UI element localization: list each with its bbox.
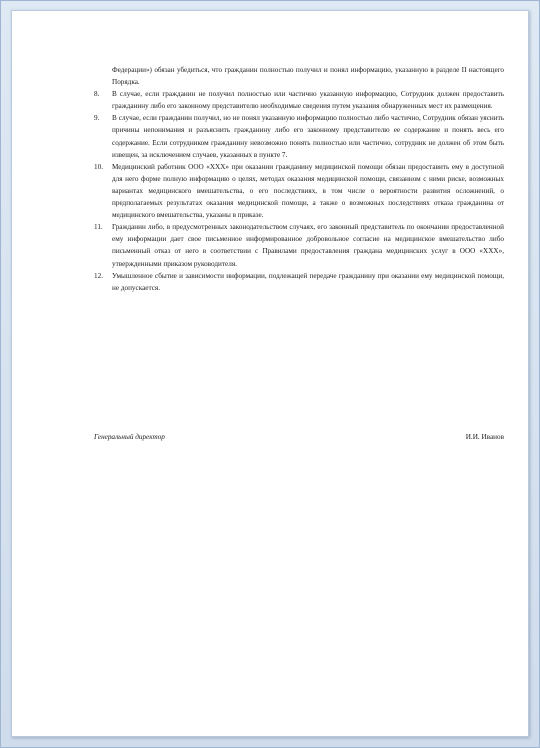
list-item-11	[94, 221, 504, 269]
paragraph-continuation: Федерации») обязан убедиться, что гражданин полностью получил и понял информацию, указанную в разделе II настоящего Порядка.	[112, 66, 504, 87]
list-item-number: 10.	[94, 162, 103, 171]
document-page	[11, 10, 529, 737]
signatory-name: И.И. Иванов	[465, 433, 504, 441]
list-item-text: В случае, если гражданин не получил полностью или частично указанную информацию, Сотрудник должен предоставить гражданину либо его законному представителю необходимые сведения путем указания обнаруженных мест их размещения.	[112, 90, 504, 111]
list-item-text: Гражданин либо, в предусмотренных законодательством случаях, его законный представитель по окончании предоставленной ему информации дает свое письменное информированное добровольное согласие на медицинское вмешательство либо письменный отказ от него в соответствии с Правилами предоставления граждана медицинских услуг в ООО «ХХХ», утвержденными приказом руководителя.	[112, 223, 504, 268]
list-item-number: 8.	[94, 90, 100, 99]
document-body	[94, 64, 504, 294]
list-item-number: 9.	[94, 114, 100, 123]
list-item-text: В случае, если гражданин получил, но не понял указанную информацию полностью либо частично, Сотрудник обязан уяснить причины непонимания и разъяснить гражданину либо его законному представителю ее содержание и понять весь его содержание. Если сотрудником гражданину невозможно понять полностью или частично, сотрудник не должен об этом быть извещен, за исключением случаев, указанных в пункте 7.	[112, 114, 504, 159]
signatory-title: Генеральный директор	[94, 433, 165, 441]
list-item-text: Медицинский работник ООО «ХХХ» при оказании гражданину медицинской помощи обязан предоставить ему в доступной для него форме полную информацию о целях, методах оказания медицинской помощи, связанном с ними риске, возможных вариантах медицинского вмешательства, о его последствиях, в том числе о вероятности развития осложнений, о предполагаемых результатах оказания медицинской помощи, а также о возможных последствиях отказа гражданина от медицинского вмешательства, указаны в приказе.	[112, 162, 504, 220]
list-item-8	[94, 88, 504, 112]
list-item-10	[94, 161, 504, 221]
list-item-12	[94, 270, 504, 294]
list-item-number: 11.	[94, 223, 103, 232]
list-item-text: Умышленное сбытие и зависимости информации, подлежащей передаче гражданину при оказании ему медицинской помощи, не допускается.	[112, 271, 504, 292]
list-item-number: 12.	[94, 271, 103, 280]
list-item-9	[94, 112, 504, 160]
